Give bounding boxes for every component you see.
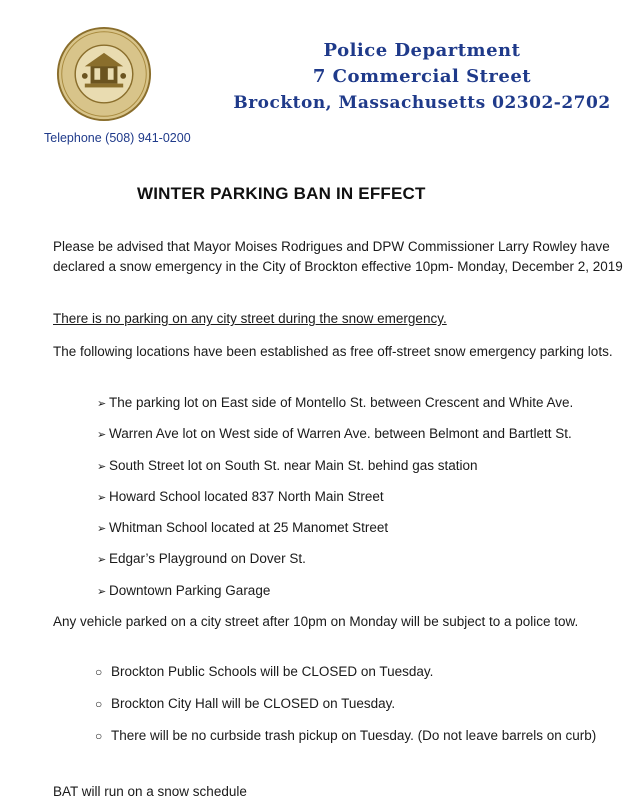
circle-bullet-icon: ○: [95, 729, 103, 743]
lot-item: ➢ Whitman School located at 25 Manomet Street: [97, 518, 388, 539]
lot-item: ➢ The parking lot on East side of Montello St. between Crescent and White Ave.: [97, 393, 573, 414]
lots-intro: The following locations have been established as free off-street snow emergency parking lots.: [53, 344, 613, 359]
department-address: 7 Commercial Street: [312, 66, 532, 87]
bat-schedule: BAT will run on a snow schedule: [53, 784, 247, 799]
arrow-bullet-icon: ➢: [97, 492, 107, 504]
arrow-bullet-icon: ➢: [97, 523, 107, 535]
closure-item: ○ There will be no curbside trash pickup on Tuesday. (Do not leave barrels on curb): [95, 726, 615, 746]
closure-item: ○ Brockton City Hall will be CLOSED on Tuesday.: [95, 694, 615, 714]
arrow-bullet-icon: ➢: [97, 586, 107, 598]
department-city: Brockton, Massachusetts 02302-2702: [233, 93, 611, 113]
arrow-bullet-icon: ➢: [97, 398, 107, 410]
circle-bullet-icon: ○: [95, 665, 103, 679]
notice-title: WINTER PARKING BAN IN EFFECT: [137, 184, 426, 203]
lot-item: ➢ Warren Ave lot on West side of Warren Ave. between Belmont and Bartlett St.: [97, 424, 572, 445]
lot-item: ➢ Howard School located 837 North Main Street: [97, 487, 384, 508]
telephone: Telephone (508) 941-0200: [44, 131, 191, 145]
lot-item: ➢ Edgar’s Playground on Dover St.: [97, 549, 306, 570]
tow-warning: Any vehicle parked on a city street after 10pm on Monday will be subject to a police tow.: [53, 614, 579, 629]
circle-bullet-icon: ○: [95, 697, 103, 711]
lot-item: ➢ Downtown Parking Garage: [97, 581, 270, 602]
arrow-bullet-icon: ➢: [97, 461, 107, 473]
city-seal-logo: [56, 26, 152, 122]
no-parking-notice: There is no parking on any city street during the snow emergency.: [53, 311, 447, 326]
department-name: Police Department: [323, 40, 521, 61]
arrow-bullet-icon: ➢: [97, 554, 107, 566]
lot-item: ➢ South Street lot on South St. near Main St. behind gas station: [97, 456, 477, 477]
arrow-bullet-icon: ➢: [97, 429, 107, 441]
letterhead: [222, 38, 622, 116]
intro-paragraph: Please be advised that Mayor Moises Rodrigues and DPW Commissioner Larry Rowley have declared a snow emergency in the City of Brockton effective 10pm- Monday, December 2, 2019: [53, 239, 623, 274]
closure-item: ○ Brockton Public Schools will be CLOSED on Tuesday.: [95, 662, 615, 682]
